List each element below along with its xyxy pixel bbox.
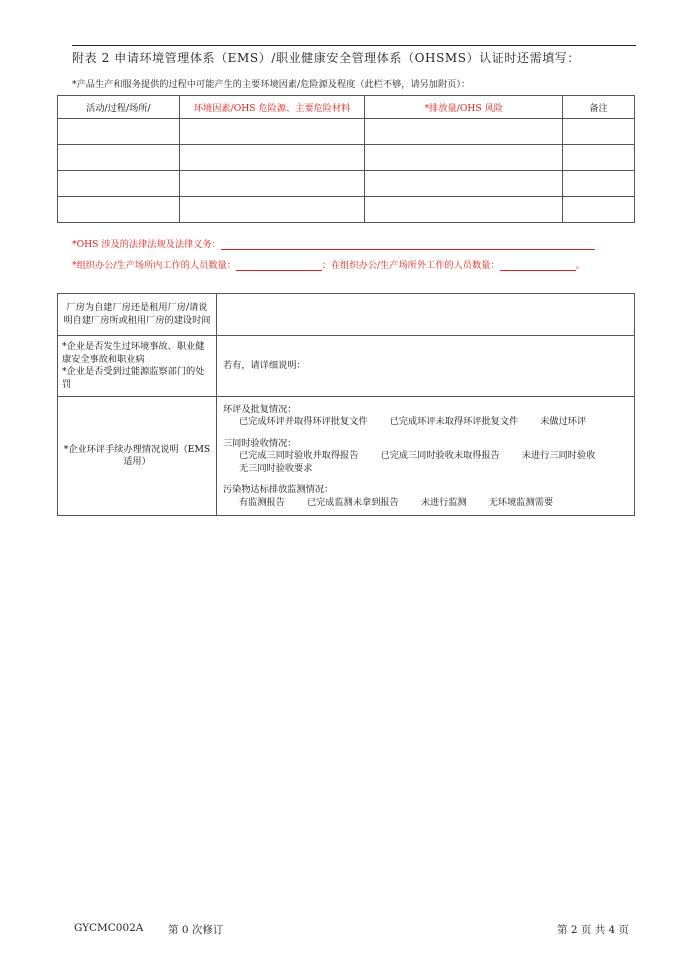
staff-outside-field[interactable] — [500, 260, 576, 271]
table-cell[interactable] — [365, 197, 563, 223]
eia-option[interactable]: 已完成环评未取得环评批复文件 — [389, 416, 519, 428]
col-header-emission: *排放量/OHS 风险 — [365, 96, 563, 119]
footer-revision: 第 0 次修订 — [168, 924, 224, 936]
table-cell[interactable] — [58, 171, 180, 197]
monitoring-options — [223, 497, 628, 510]
col-header-hazard: 环境因素/OHS 危险源、主要危险材料 — [179, 96, 365, 119]
table-cell[interactable] — [179, 171, 365, 197]
header-rule — [72, 45, 636, 46]
monitoring-option[interactable]: 未进行监测 — [420, 496, 467, 508]
incident-details-prompt: 若有，请详细说明： — [223, 359, 306, 371]
table-header-row — [58, 96, 635, 119]
table-cell[interactable] — [179, 119, 365, 145]
monitoring-option[interactable]: 已完成监测未拿到报告 — [306, 496, 399, 508]
footer-page-number: 第 2 页 共 4 页 — [557, 924, 630, 936]
legal-obligations-label: *OHS 涉及的法律法规及法律义务： — [72, 239, 221, 250]
eia-option[interactable]: 已完成环评并取得环评批复文件 — [239, 416, 368, 428]
table-cell[interactable] — [563, 171, 635, 197]
staff-end-mark: 。 — [575, 260, 585, 271]
acceptance-options — [223, 450, 628, 463]
col-header-remarks: 备注 — [563, 96, 635, 119]
table-cell[interactable] — [365, 145, 563, 171]
acceptance-option[interactable]: 未进行三同时验收 — [521, 450, 596, 462]
table-row — [58, 294, 635, 336]
monitoring-option[interactable]: 无环境监测需要 — [488, 496, 554, 508]
table-cell[interactable] — [365, 119, 563, 145]
staff-outside-label: 在组织办公/生产场所外工作的人员数量： — [331, 260, 500, 271]
acceptance-option[interactable]: 已完成三同时验收并取得报告 — [239, 450, 359, 462]
table-cell[interactable] — [365, 171, 563, 197]
factory-ownership-value[interactable] — [217, 294, 635, 336]
acceptance-option[interactable]: 已完成三同时验收未取得报告 — [380, 450, 500, 462]
table-cell[interactable] — [563, 145, 635, 171]
table-cell[interactable] — [58, 119, 180, 145]
staff-inside-field[interactable] — [236, 260, 322, 271]
table-cell[interactable] — [58, 197, 180, 223]
table-cell[interactable] — [179, 145, 365, 171]
table-row — [58, 171, 635, 197]
staff-count-line — [72, 257, 585, 271]
table-cell[interactable] — [563, 197, 635, 223]
accident-question: *企业是否发生过环境事故、职业健康安全事故和职业病 — [62, 341, 205, 365]
table-cell[interactable] — [563, 119, 635, 145]
table-row — [58, 145, 635, 171]
incident-label-cell — [58, 336, 217, 397]
factory-ownership-label: 厂房为自建厂房还是租用厂房/请说明自建厂房所或租用厂房的建设时间 — [58, 294, 217, 336]
table1-note: *产品生产和服务提供的过程中可能产生的主要环境因素/危险源及程度（此栏不够，请另加附页）： — [72, 79, 471, 90]
footer-doc-code: GYCMC002A — [74, 922, 144, 934]
legal-obligations-field[interactable] — [221, 239, 595, 250]
staff-separator: ； — [321, 260, 332, 271]
table-row — [58, 397, 635, 516]
table-row — [58, 336, 635, 397]
table-row — [58, 119, 635, 145]
enterprise-info-table — [57, 293, 635, 516]
monitoring-option[interactable]: 有监测报告 — [239, 496, 285, 508]
legal-obligations-line — [72, 236, 595, 250]
acceptance-heading: 三同时验收情况： — [223, 437, 297, 449]
eia-option[interactable]: 未做过环评 — [540, 416, 587, 428]
penalty-question: *企业是否受到过能源监察部门的处罚 — [62, 366, 205, 390]
staff-inside-label: *组织办公/生产场所内工作的人员数量： — [72, 260, 236, 271]
col-header-activity: 活动/过程/场所/ — [58, 96, 180, 119]
eia-procedure-cell — [217, 397, 635, 516]
page-title: 附表 2 申请环境管理体系（EMS）/职业健康安全管理体系（OHSMS）认证时还需填写： — [72, 51, 581, 65]
acceptance-option[interactable]: 无三同时验收要求 — [239, 462, 313, 474]
environmental-factors-table — [57, 95, 635, 223]
table-row — [58, 197, 635, 223]
eia-options — [223, 416, 628, 429]
eia-procedure-label: *企业环评手续办理情况说明（EMS 适用） — [58, 397, 217, 516]
eia-heading: 环评及批复情况： — [223, 403, 297, 415]
table-cell[interactable] — [58, 145, 180, 171]
acceptance-options-extra — [223, 463, 628, 476]
incident-details-cell[interactable] — [217, 336, 635, 397]
table-cell[interactable] — [179, 197, 365, 223]
monitoring-heading: 污染物达标排放监测情况： — [223, 484, 334, 496]
